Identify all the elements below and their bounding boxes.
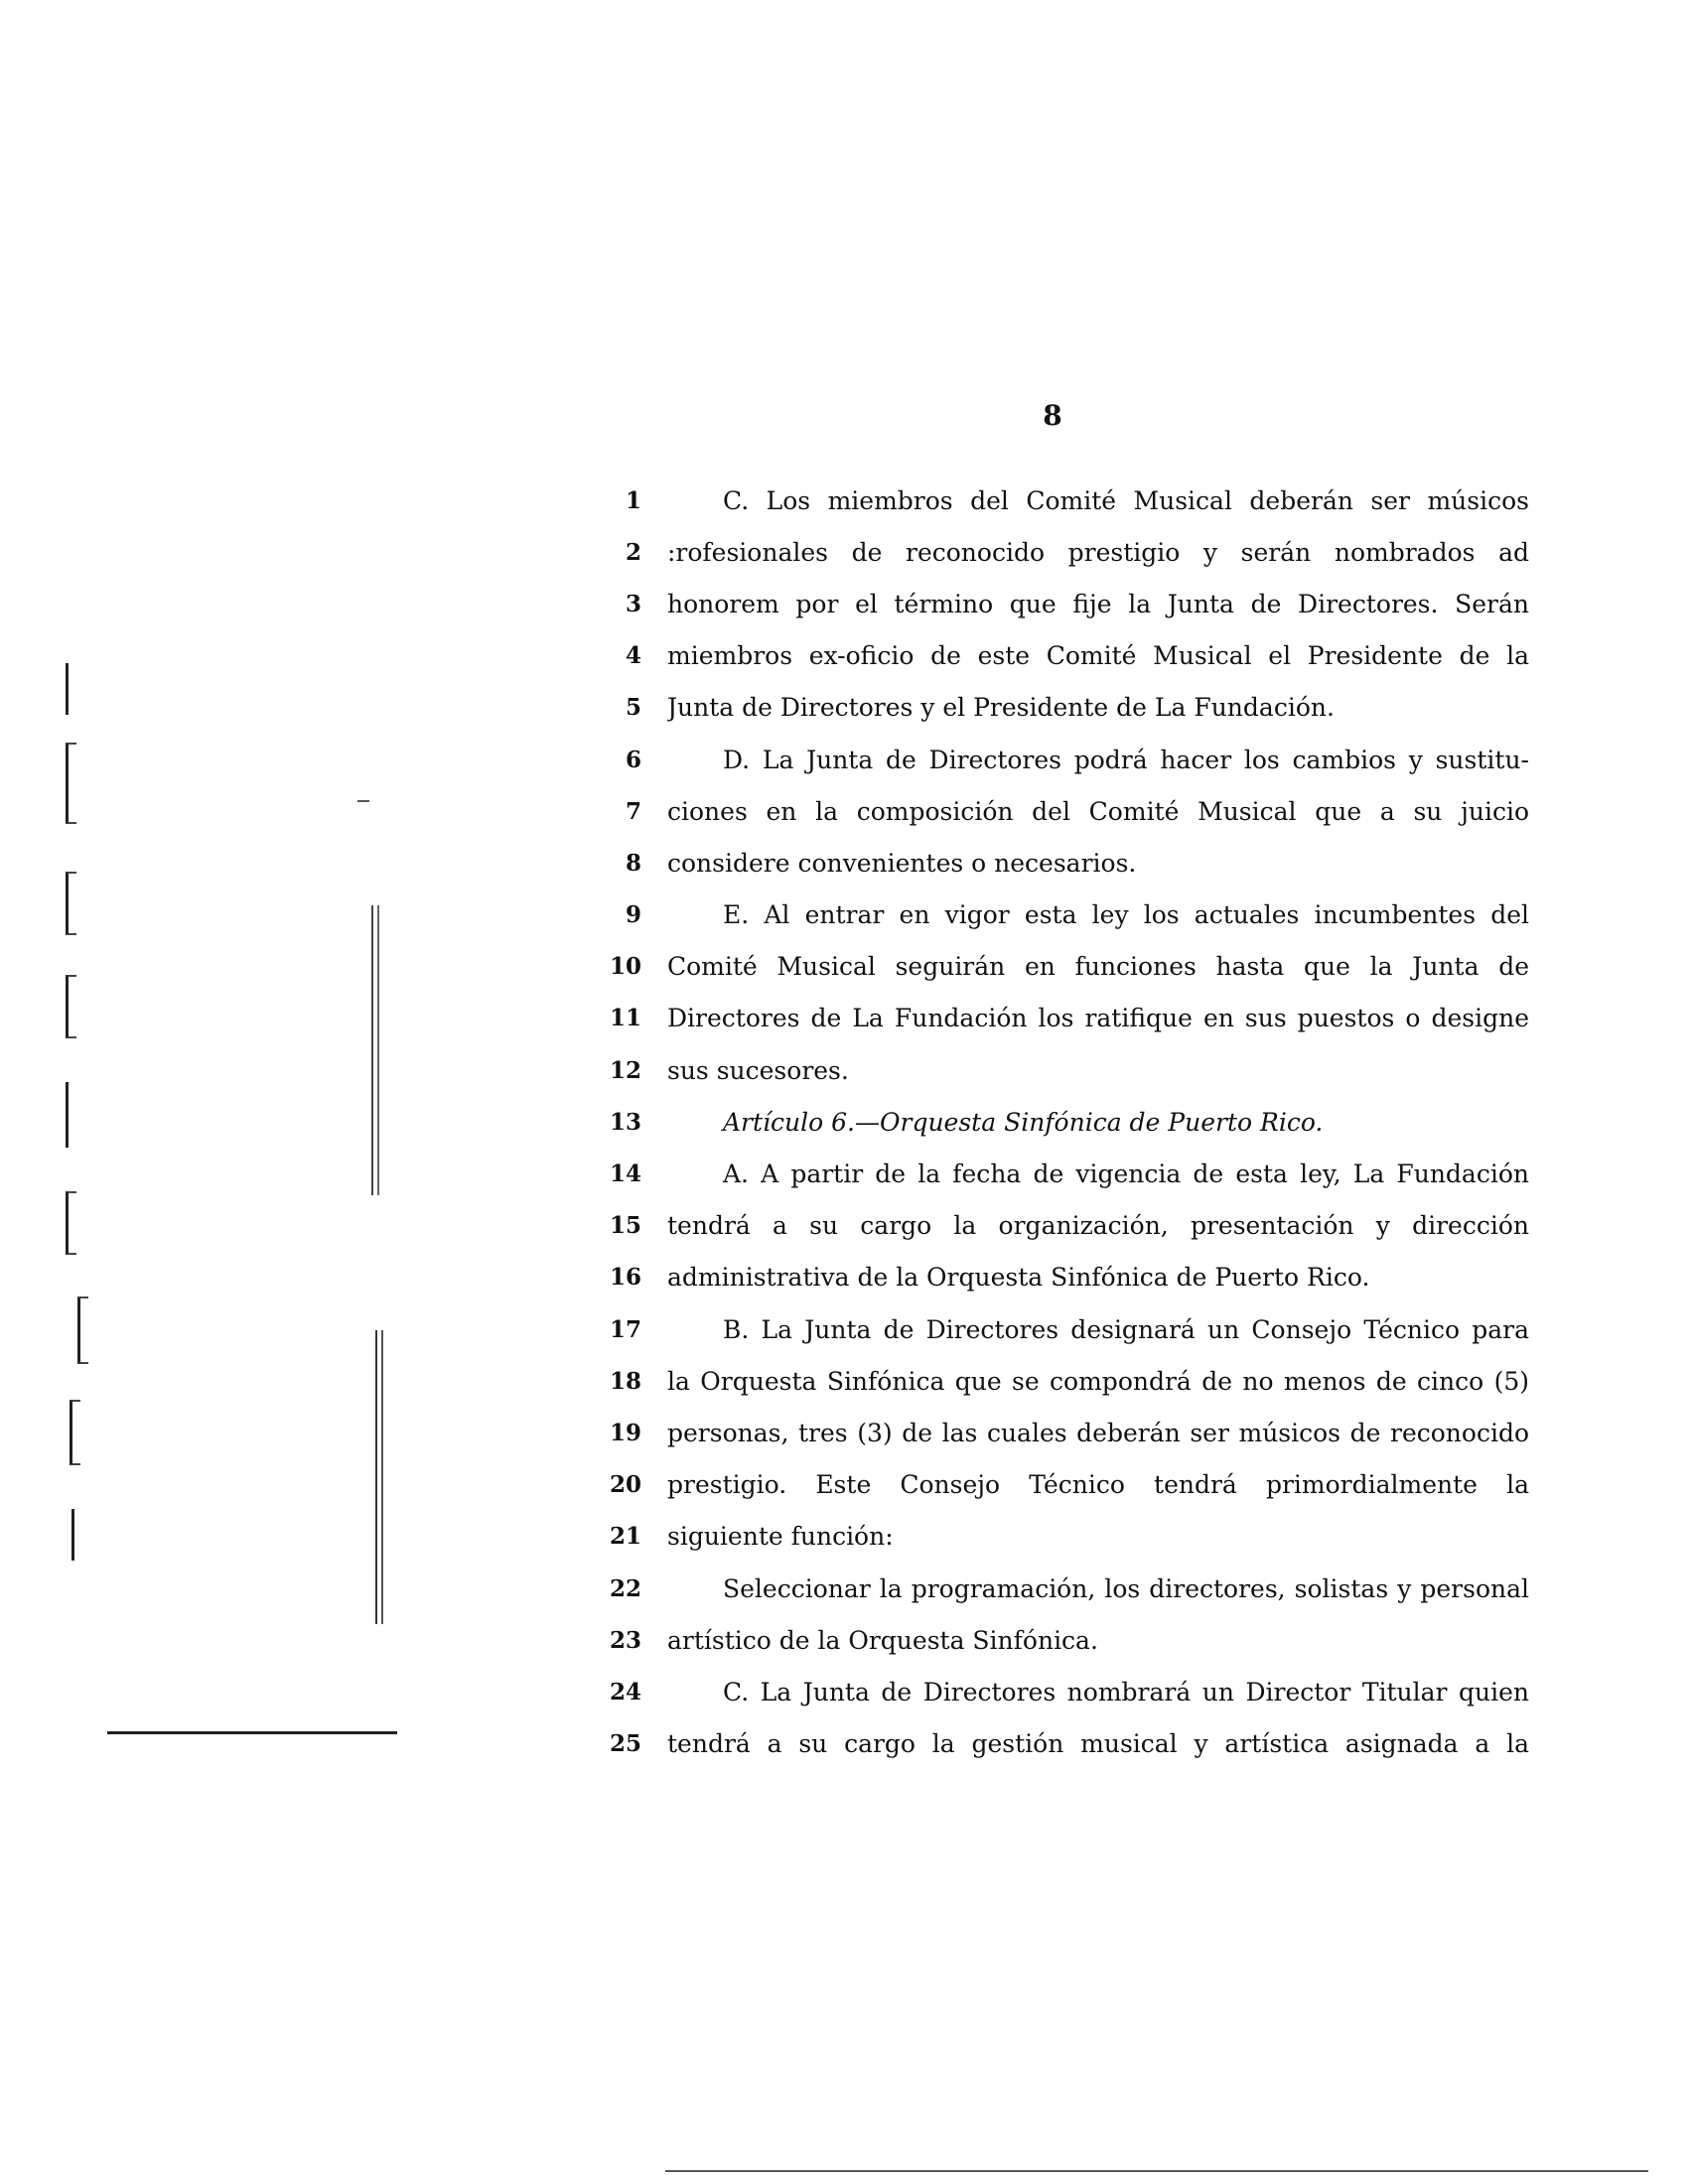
line-number: 22 xyxy=(609,1574,641,1602)
line-text: C. La Junta de Directores nombrará un Director Titular quien xyxy=(723,1677,1529,1706)
line-number: 1 xyxy=(625,486,641,514)
line-text: considere convenientes o necesarios. xyxy=(667,848,1137,878)
document-line xyxy=(596,785,1529,837)
document-line xyxy=(596,1044,1529,1096)
document-line xyxy=(596,1148,1529,1199)
line-number: 5 xyxy=(625,694,641,722)
document-line xyxy=(596,837,1529,888)
page-number: 8 xyxy=(1043,399,1062,432)
line-number: 11 xyxy=(609,1005,641,1032)
line-text: Artículo 6.—Orquesta Sinfónica de Puerto Rico. xyxy=(723,1107,1324,1137)
line-number: 14 xyxy=(609,1160,641,1188)
line-text: Directores de La Fundación los ratifique en sus puestos o designe xyxy=(667,1004,1529,1033)
line-text: honorem por el término que fije la Junta de Directores. Serán xyxy=(667,589,1529,618)
document-line xyxy=(596,1511,1529,1563)
line-text: miembros ex-oficio de este Comité Musical el Presidente de la xyxy=(667,641,1529,671)
line-number: 8 xyxy=(625,849,641,877)
line-number: 19 xyxy=(609,1419,641,1446)
scan-artifact xyxy=(107,1731,397,1734)
line-number: 25 xyxy=(609,1730,641,1758)
line-text: prestigio. Este Consejo Técnico tendrá primordialmente la xyxy=(667,1470,1529,1500)
line-text: la Orquesta Sinfónica que se compondrá de no menos de cinco (5) xyxy=(667,1366,1529,1396)
document-line xyxy=(596,1407,1529,1458)
scan-artifact xyxy=(70,1400,80,1465)
document-line xyxy=(596,578,1529,629)
document-line xyxy=(596,1303,1529,1355)
scan-artifact xyxy=(381,1330,383,1624)
line-number: 2 xyxy=(625,538,641,566)
line-text: Seleccionar la programación, los directores, solistas y personal xyxy=(723,1573,1529,1603)
line-number: 18 xyxy=(609,1367,641,1395)
document-line xyxy=(596,630,1529,682)
line-number: 4 xyxy=(625,642,641,670)
document-line xyxy=(596,1200,1529,1252)
line-number: 13 xyxy=(609,1108,641,1136)
line-number: 16 xyxy=(609,1264,641,1292)
scan-artifact xyxy=(66,743,76,824)
line-number: 12 xyxy=(609,1056,641,1084)
line-number: 7 xyxy=(625,797,641,825)
scan-artifact xyxy=(77,1297,88,1364)
scan-artifact xyxy=(66,1191,76,1255)
document-line xyxy=(596,475,1529,526)
line-number: 24 xyxy=(609,1678,641,1706)
document-line xyxy=(596,682,1529,734)
line-text: Junta de Directores y el Presidente de La Fundación. xyxy=(667,693,1335,723)
scan-artifact xyxy=(66,975,76,1038)
line-number: 17 xyxy=(609,1315,641,1343)
document-line xyxy=(596,1355,1529,1407)
line-number: 3 xyxy=(625,590,641,617)
scan-artifact xyxy=(66,872,76,935)
document-line xyxy=(596,526,1529,578)
line-text: tendrá a su cargo la gestión musical y artística asignada a la xyxy=(667,1729,1529,1759)
line-number: 20 xyxy=(609,1471,641,1499)
line-text: Comité Musical seguirán en funciones hasta que la Junta de xyxy=(667,952,1529,982)
line-number: 9 xyxy=(625,901,641,929)
line-number: 6 xyxy=(625,746,641,773)
document-line xyxy=(596,1459,1529,1511)
line-text: ciones en la composición del Comité Musical que a su juicio xyxy=(667,796,1529,826)
line-text: sus sucesores. xyxy=(667,1055,849,1085)
scan-artifact xyxy=(66,1082,76,1148)
line-number: 15 xyxy=(609,1212,641,1240)
line-text: C. Los miembros del Comité Musical deberán ser músicos xyxy=(723,485,1529,515)
line-number: 23 xyxy=(609,1626,641,1654)
line-number: 21 xyxy=(609,1523,641,1551)
line-text: siguiente función: xyxy=(667,1522,894,1552)
scan-artifact xyxy=(371,905,373,1195)
document-body xyxy=(596,475,1529,1770)
line-text: tendrá a su cargo la organización, presentación y dirección xyxy=(667,1211,1529,1241)
document-line xyxy=(596,1718,1529,1770)
line-text: B. La Junta de Directores designará un Consejo Técnico para xyxy=(723,1314,1529,1344)
document-line xyxy=(596,1614,1529,1666)
line-text: :rofesionales de reconocido prestigio y serán nombrados ad xyxy=(667,537,1529,567)
scan-artifact xyxy=(375,1330,377,1624)
scan-artifact xyxy=(71,1509,82,1561)
scan-artifact xyxy=(357,800,369,802)
document-line xyxy=(596,734,1529,785)
scan-artifact xyxy=(66,663,76,715)
line-text: personas, tres (3) de las cuales deberán ser músicos de reconocido xyxy=(667,1418,1529,1447)
scan-artifact xyxy=(665,2170,1648,2172)
document-line xyxy=(596,941,1529,993)
line-text: D. La Junta de Directores podrá hacer los cambios y sustitu- xyxy=(723,745,1529,774)
document-line xyxy=(596,1666,1529,1717)
document-line xyxy=(596,1563,1529,1614)
line-text: administrativa de la Orquesta Sinfónica de Puerto Rico. xyxy=(667,1263,1370,1293)
document-line xyxy=(596,1096,1529,1148)
line-number: 10 xyxy=(609,953,641,981)
document-line xyxy=(596,993,1529,1044)
document-line xyxy=(596,1252,1529,1303)
line-text: E. Al entrar en vigor esta ley los actuales incumbentes del xyxy=(723,900,1529,930)
line-text: A. A partir de la fecha de vigencia de esta ley, La Fundación xyxy=(723,1160,1529,1189)
document-line xyxy=(596,889,1529,941)
line-text: artístico de la Orquesta Sinfónica. xyxy=(667,1625,1098,1655)
scan-artifact xyxy=(377,905,379,1195)
